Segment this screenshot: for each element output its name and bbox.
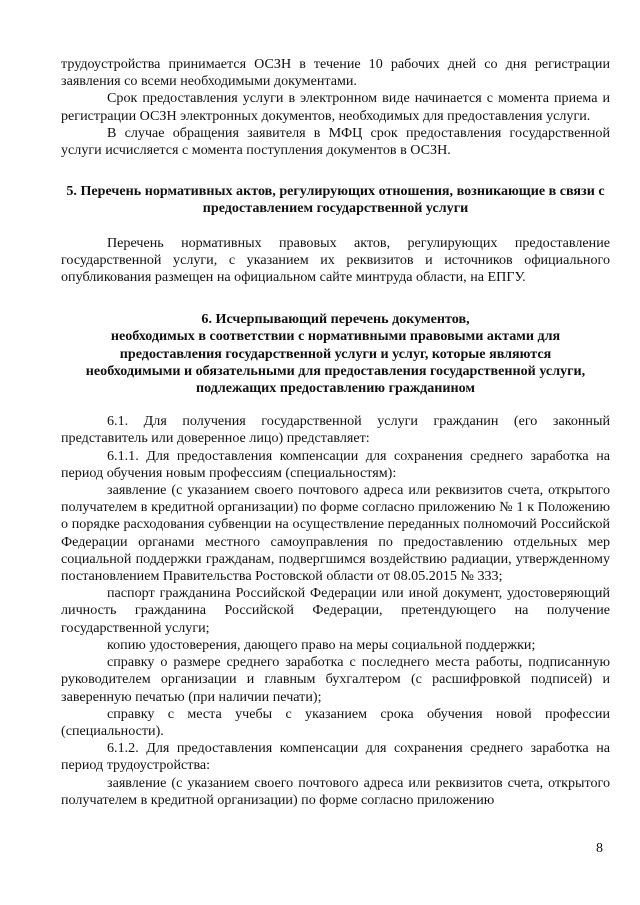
paragraph: заявление (с указанием своего почтового адреса или реквизитов счета, открытого получателем в кредитной организации) по форме согласно приложению № 1 к Положению о порядке расходования субвенции на осуществление переданных полномочий Российской Федерации органами местного самоуправления по предоставлению отдельных мер социальной поддержки гражданам, подвергшимся воздействию радиации, утвержденному постановлением Правительства Ростовской области от 08.05.2015 № 333; <box>61 482 610 585</box>
paragraph: копию удостоверения, дающего право на меры социальной поддержки; <box>107 636 536 653</box>
section-6-heading <box>61 311 610 397</box>
heading-line: необходимыми и обязательными для предоставления государственной услуги, <box>85 362 586 379</box>
heading-line: подлежащих предоставлению гражданином <box>195 380 476 397</box>
paragraph: справку о размере среднего заработка с последнего места работы, подписанную руководителем организации и главным бухгалтером (с расшифровкой подписей) и заверенную печатью (при наличии печати); <box>61 654 610 705</box>
paragraph: 6.1. Для получения государственной услуги гражданин (его законный представитель или доверенное лицо) представляет: <box>61 413 610 447</box>
heading-line: предоставления государственной услуги и услуг, которые являются <box>119 345 552 362</box>
paragraph: Перечень нормативных правовых актов, регулирующих предоставление государственной услуги, с указанием их реквизитов и источников официального опубликования размещен на официальном сайте минтруда области, на ЕПГУ. <box>61 234 610 286</box>
paragraph: трудоустройства принимается ОСЗН в течение 10 рабочих дней со дня регистрации заявления со всеми необходимыми документами. <box>61 56 610 90</box>
paragraph: Срок предоставления услуги в электронном виде начинается с момента приема и регистрации ОСЗН электронных документов, необходимых для предоставления услуги. <box>61 90 610 124</box>
paragraph: справку с места учебы с указанием срока обучения новой профессии (специальности). <box>61 705 610 739</box>
page-body <box>61 56 610 809</box>
paragraph: 6.1.2. Для предоставления компенсации для сохранения среднего заработка на период трудоустройства: <box>61 740 610 774</box>
paragraph: В случае обращения заявителя в МФЦ срок предоставления государственной услуги исчисляется с момента поступления документов в ОСЗН. <box>61 124 610 159</box>
heading-line: 6. Исчерпывающий перечень документов, <box>201 311 470 328</box>
paragraph: паспорт гражданина Российской Федерации или иной документ, удостоверяющий личность гражданина Российской Федерации, претендующего на получение государственной услуги; <box>61 585 610 636</box>
heading-line: необходимых в соответствии с нормативными правовыми актами для <box>110 328 561 345</box>
section-5-heading: 5. Перечень нормативных актов, регулирующих отношения, возникающие в связи с предоставлением государственной услуги <box>66 183 605 217</box>
page-number: 8 <box>596 841 603 856</box>
paragraph: 6.1.1. Для предоставления компенсации для сохранения среднего заработка на период обучения новым профессиям (специальностям): <box>61 447 610 481</box>
paragraph: заявление (с указанием своего почтового адреса или реквизитов счета, открытого получателем в кредитной организации) по форме согласно приложению <box>61 774 610 808</box>
